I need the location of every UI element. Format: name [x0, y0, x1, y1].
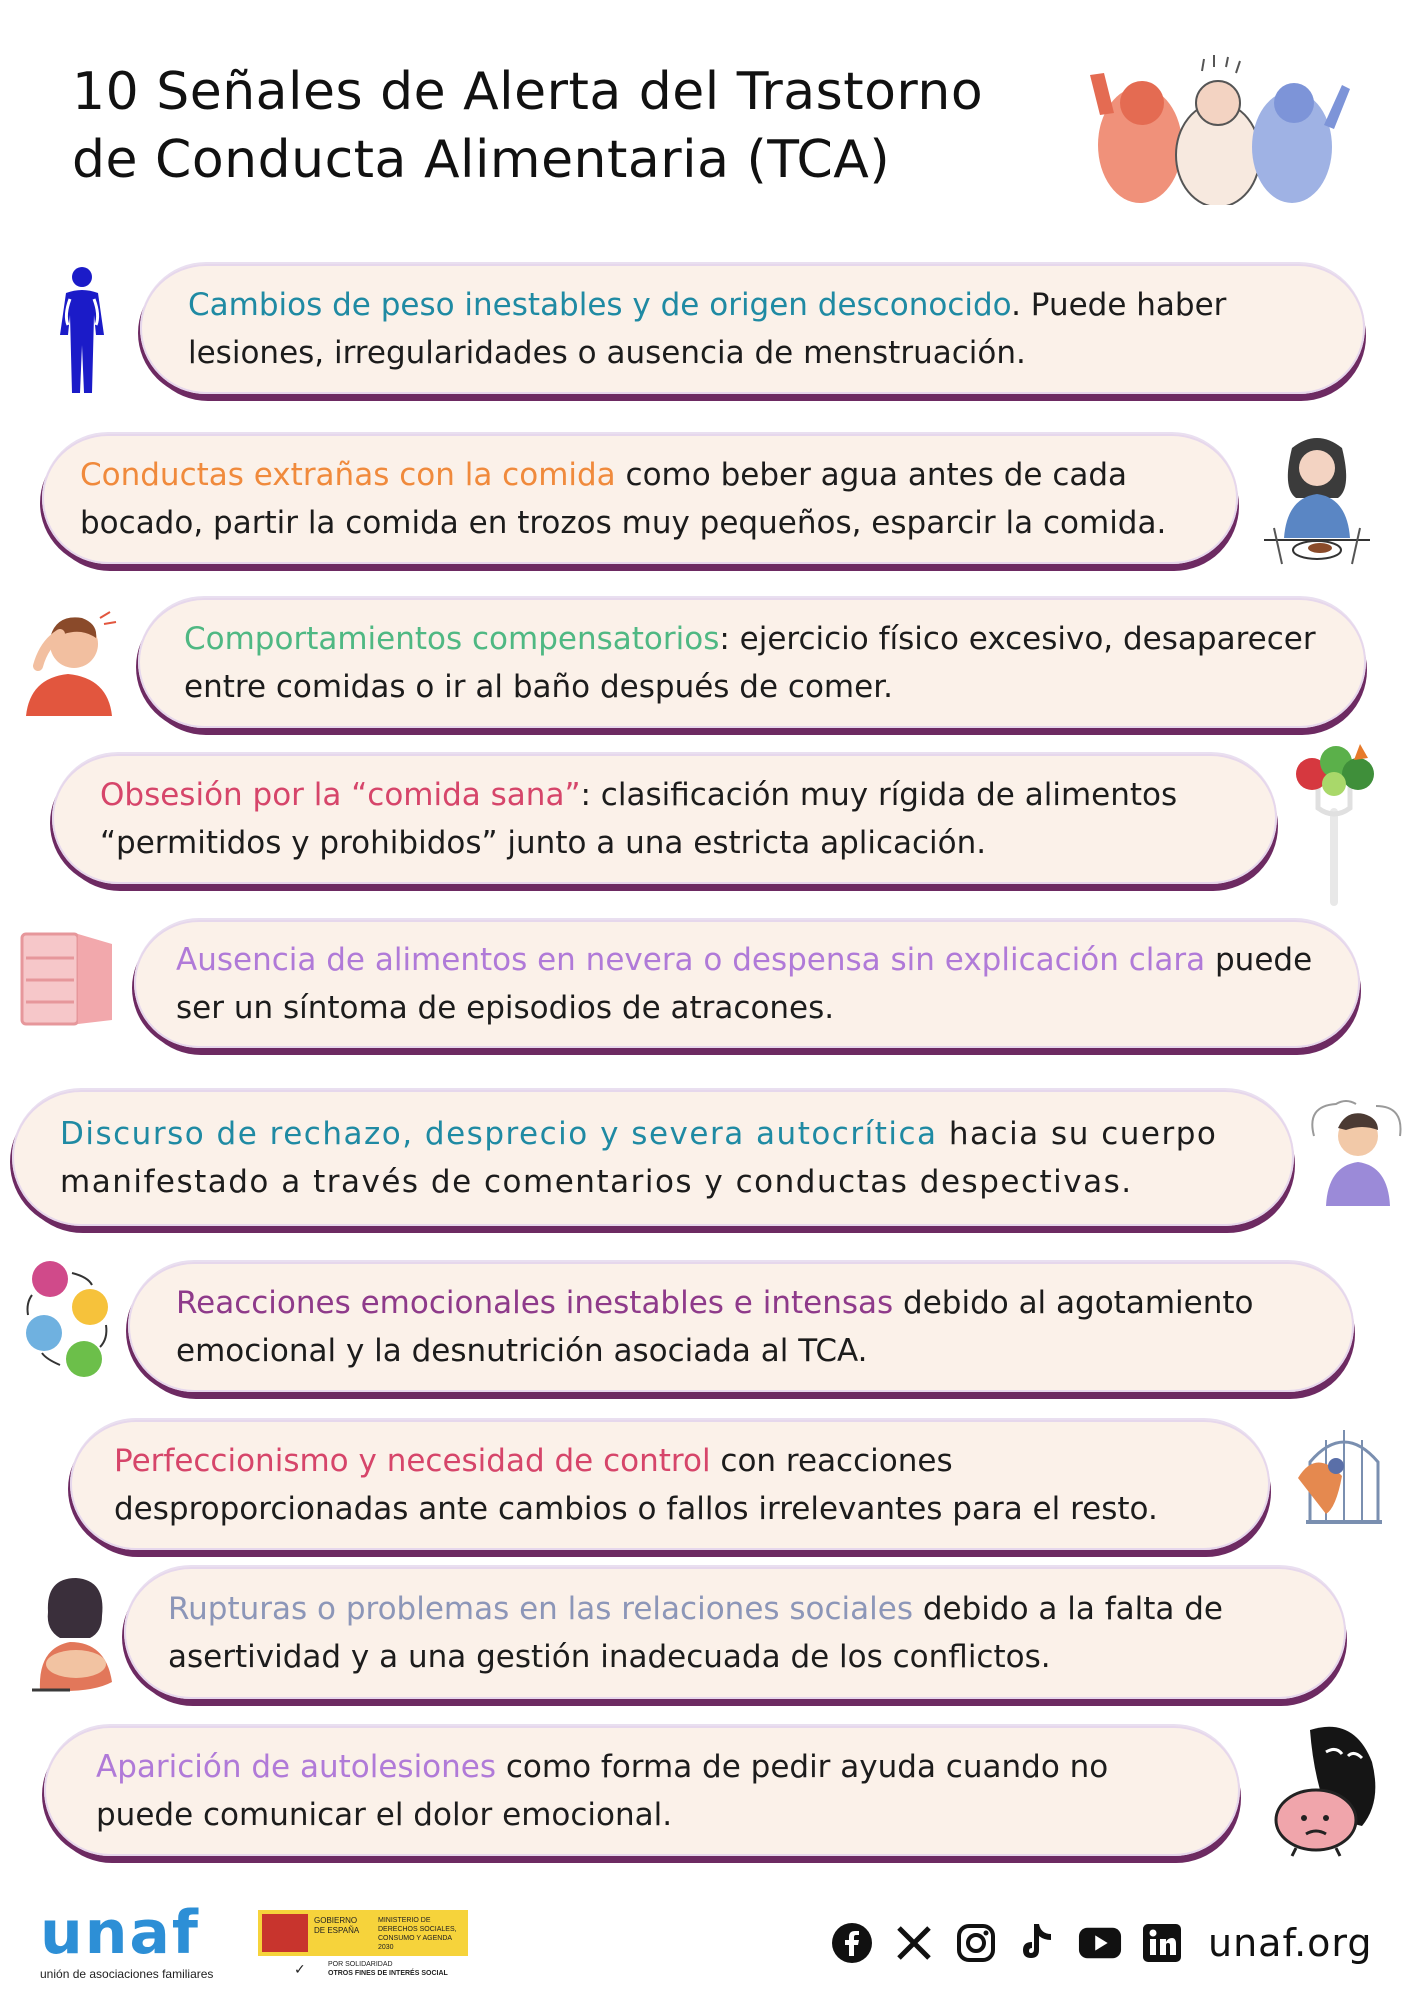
signal-highlight-10: Aparición de autolesiones — [96, 1749, 497, 1785]
ministry-name: MINISTERIO DE DERECHOS SOCIALES, CONSUMO Y AGENDA 2030 — [378, 1917, 457, 1950]
stressed-man-icon — [16, 604, 122, 716]
solidarity-line-1: POR SOLIDARIDAD — [328, 1961, 393, 1968]
signal-card-5 — [134, 918, 1360, 1048]
signal-text-1 — [188, 281, 1329, 377]
signal-highlight-6: Discurso de rechazo, desprecio y severa autocrítica — [60, 1116, 938, 1152]
signal-text-10 — [96, 1743, 1204, 1839]
page-title — [72, 58, 1032, 194]
signal-text-9 — [168, 1585, 1310, 1681]
signal-card-7 — [128, 1260, 1354, 1392]
signal-card-6 — [12, 1088, 1294, 1226]
signal-card-3 — [138, 596, 1366, 728]
signal-rest-2: como beber agua antes de cada bocado, partir la comida en trozos muy pequeños, esparcir la comida. — [80, 457, 1167, 541]
instagram-icon[interactable] — [954, 1921, 998, 1965]
brain-shadow-icon — [1270, 1722, 1382, 1858]
signal-rest-5: puede ser un síntoma de episodios de atracones. — [176, 942, 1313, 1026]
body-silhouette-icon — [52, 265, 112, 395]
open-fridge-icon — [18, 928, 118, 1028]
signal-text-2 — [80, 451, 1202, 547]
signal-highlight-2: Conductas extrañas con la comida — [80, 457, 616, 493]
signal-text-6 — [60, 1110, 1258, 1206]
signal-card-10 — [44, 1724, 1240, 1856]
signal-card-1 — [140, 262, 1365, 394]
signal-text-5 — [176, 936, 1324, 1032]
x-twitter-icon[interactable] — [892, 1921, 936, 1965]
signal-highlight-7: Reacciones emocionales inestables e intensas — [176, 1285, 894, 1321]
salad-fork-icon — [1290, 738, 1380, 908]
unaf-logo[interactable] — [40, 1898, 214, 1981]
signal-highlight-3: Comportamientos compensatorios — [184, 621, 720, 657]
signal-highlight-9: Rupturas o problemas en las relaciones sociales — [168, 1591, 913, 1627]
government-logo — [258, 1910, 468, 1980]
signal-rest-9: debido a la falta de asertividad y a una gestión inadecuada de los conflictos. — [168, 1591, 1223, 1675]
birdcage-icon — [1296, 1418, 1392, 1530]
solidarity-line-2: OTROS FINES DE INTERÉS SOCIAL — [328, 1970, 448, 1977]
signal-highlight-8: Perfeccionismo y necesidad de control — [114, 1443, 711, 1479]
signal-rest-10: como forma de pedir ayuda cuando no puede comunicar el dolor emocional. — [96, 1749, 1109, 1833]
emotions-cycle-icon — [20, 1255, 116, 1380]
gov-line-1: GOBIERNO — [314, 1916, 358, 1925]
signal-rest-1: . Puede haber lesiones, irregularidades o ausencia de menstruación. — [188, 287, 1227, 371]
linkedin-icon[interactable] — [1140, 1921, 1184, 1965]
tiktok-icon[interactable] — [1016, 1921, 1060, 1965]
signal-rest-6: hacia su cuerpo manifestado a través de comentarios y conductas despectivas. — [60, 1116, 1218, 1200]
signal-card-2 — [42, 432, 1238, 564]
title-line-1: 10 Señales de Alerta del Trastorno — [72, 62, 984, 122]
signal-text-7 — [176, 1279, 1318, 1375]
three-women-illustration-icon — [1080, 55, 1350, 205]
sad-girl-icon — [30, 1572, 120, 1694]
signal-rest-8: con reacciones desproporcionadas ante cambios o fallos irrelevantes para el resto. — [114, 1443, 1158, 1527]
social-links — [830, 1918, 1372, 1968]
signal-card-4 — [52, 752, 1277, 884]
signal-rest-3: : ejercicio físico excesivo, desaparecer entre comidas o ir al baño después de comer. — [184, 621, 1316, 705]
signal-rest-7: debido al agotamiento emocional y la desnutrición asociada al TCA. — [176, 1285, 1254, 1369]
coat-of-arms-icon — [262, 1914, 308, 1952]
website-link[interactable]: unaf.org — [1208, 1921, 1373, 1965]
gov-line-2: DE ESPAÑA — [314, 1926, 360, 1935]
facebook-icon[interactable] — [830, 1921, 874, 1965]
signal-card-9 — [124, 1565, 1346, 1699]
signal-highlight-1: Cambios de peso inestables y de origen desconocido — [188, 287, 1012, 323]
woman-eating-icon — [1262, 428, 1372, 568]
signal-text-4 — [100, 771, 1241, 867]
signal-text-8 — [114, 1437, 1234, 1533]
signal-text-3 — [184, 615, 1330, 711]
title-line-2: de Conducta Alimentaria (TCA) — [72, 130, 891, 190]
check-icon: ✓ — [294, 1962, 306, 1978]
unaf-logo-text: unaf — [40, 1898, 201, 1968]
signal-highlight-5: Ausencia de alimentos en nevera o despensa sin explicación clara — [176, 942, 1206, 978]
anxious-person-icon — [1306, 1096, 1406, 1206]
signal-highlight-4: Obsesión por la “comida sana” — [100, 777, 581, 813]
unaf-logo-subtitle: unión de asociaciones familiares — [40, 1967, 214, 1981]
signal-rest-4: : clasificación muy rígida de alimentos “permitidos y prohibidos” junto a una estricta aplicación. — [100, 777, 1178, 861]
signal-card-8 — [70, 1418, 1270, 1550]
youtube-icon[interactable] — [1078, 1921, 1122, 1965]
